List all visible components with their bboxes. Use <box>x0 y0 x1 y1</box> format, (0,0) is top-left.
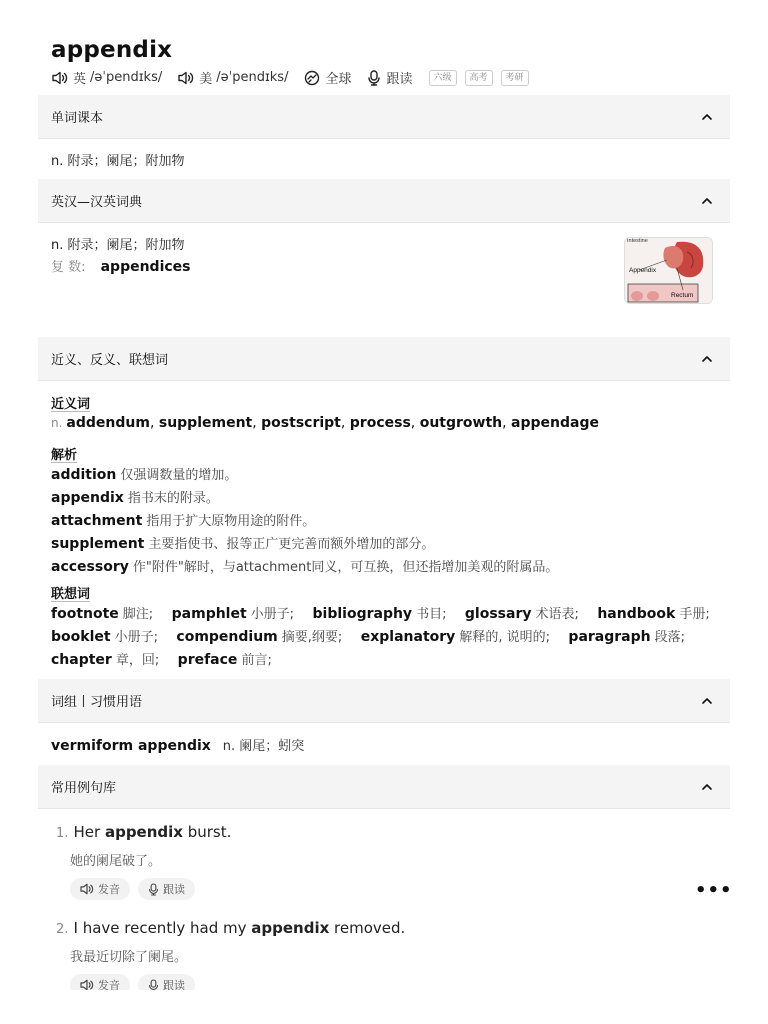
follow-read-button[interactable] <box>138 878 195 900</box>
phonetic-us[interactable] <box>178 68 288 87</box>
pronounce-label: 发音 <box>98 979 120 990</box>
phrase-text[interactable]: vermiform appendix <box>51 738 211 754</box>
analysis-item <box>51 487 558 510</box>
section-header-examples[interactable] <box>38 765 730 809</box>
section-title: 英汉—汉英词典 <box>51 195 143 210</box>
association-meaning: 解释的, 说明的; <box>459 630 550 645</box>
association-row <box>51 626 724 649</box>
phonetics-row <box>52 68 537 87</box>
association-meaning: 章，回; <box>115 653 160 668</box>
association-word[interactable]: explanatory <box>360 629 456 645</box>
section-header-dictionary[interactable] <box>38 179 730 223</box>
dictionary-definition: n. 附录；阑尾；附加物 <box>51 238 185 253</box>
section-header-related[interactable] <box>38 337 730 381</box>
pronounce-label: 发音 <box>98 883 120 896</box>
speaker-icon <box>178 71 194 85</box>
association-word[interactable]: bibliography <box>312 606 413 622</box>
synonym-link[interactable]: outgrowth <box>419 415 503 431</box>
speaker-icon <box>52 71 68 85</box>
association-word[interactable]: paragraph <box>568 629 651 645</box>
association-word[interactable]: glossary <box>464 606 532 622</box>
association-word[interactable]: preface <box>177 652 238 668</box>
pronounce-button[interactable] <box>70 878 130 900</box>
association-meaning: 手册; <box>679 607 710 622</box>
phrase-item <box>51 735 304 754</box>
phonetic-region: 美 <box>199 72 213 87</box>
association-meaning: 前言; <box>241 653 272 668</box>
synonym-link[interactable]: process <box>349 415 411 431</box>
association-meaning: 术语表; <box>535 607 579 622</box>
association-word[interactable]: booklet <box>51 629 111 645</box>
exam-tag: 考研 <box>501 70 529 86</box>
sentence-keyword: appendix <box>251 919 330 937</box>
example-translation: 她的阑尾破了。 <box>70 854 162 869</box>
association-meaning: 摘要,纲要; <box>281 630 343 645</box>
section-header-textbook[interactable] <box>38 95 730 139</box>
association-word[interactable]: pamphlet <box>171 606 247 622</box>
analysis-meaning: 指用于扩大原物用途的附件。 <box>146 514 316 529</box>
association-meaning: 脚注; <box>122 607 154 622</box>
section-title: 词组丨习惯用语 <box>51 695 143 710</box>
chevron-up-icon <box>700 780 714 794</box>
follow-label: 跟读 <box>386 72 413 87</box>
association-word[interactable]: handbook <box>597 606 676 622</box>
section-title: 常用例句库 <box>51 781 117 796</box>
chevron-up-icon <box>700 694 714 708</box>
association-list <box>51 603 724 672</box>
section-title: 近义、反义、联想词 <box>51 353 169 368</box>
word-title: appendix <box>51 37 173 63</box>
chevron-up-icon <box>700 110 714 124</box>
association-meaning: 小册子; <box>250 607 295 622</box>
chevron-up-icon <box>700 194 714 208</box>
microphone-icon <box>148 979 159 991</box>
synonym-link[interactable]: supplement <box>158 415 253 431</box>
microphone-icon <box>148 883 159 896</box>
association-word[interactable]: footnote <box>51 606 119 622</box>
phrase-meaning: n. 阑尾；蚓突 <box>222 739 305 754</box>
example-translation: 我最近切除了阑尾。 <box>70 950 188 965</box>
more-options-icon[interactable]: ••• <box>695 880 733 901</box>
section-header-phrases[interactable] <box>38 679 730 723</box>
image-label: Intestine <box>627 238 648 244</box>
analysis-list <box>51 464 558 579</box>
synonyms-line: n. addendum, supplement, postscript, process, outgrowth, appendage <box>51 415 599 431</box>
microphone-icon <box>367 70 381 86</box>
example-item <box>56 918 405 937</box>
association-meaning: 书目; <box>416 607 447 622</box>
phonetic-uk[interactable] <box>52 68 162 87</box>
speaker-icon <box>80 979 94 990</box>
analysis-word[interactable]: appendix <box>51 490 124 506</box>
image-label: Rectum <box>671 292 694 299</box>
speaker-icon <box>80 883 94 895</box>
analysis-meaning: 作"附件"解时，与attachment同义，可互换，但还指增加美观的附属品。 <box>132 560 559 575</box>
example-item <box>56 822 231 841</box>
phonetic-region: 英 <box>73 72 87 87</box>
phonetic-ipa: /əˈpendɪks/ <box>90 70 163 85</box>
anatomy-image[interactable] <box>624 237 713 304</box>
analysis-item <box>51 556 558 579</box>
follow-read-button[interactable] <box>367 68 412 87</box>
analysis-meaning: 仅强调数量的增加。 <box>120 468 238 483</box>
chevron-up-icon <box>700 352 714 366</box>
association-heading: 联想词 <box>51 587 91 602</box>
part-of-speech: n. <box>51 416 63 430</box>
exam-tag: 六级 <box>429 70 457 86</box>
association-row <box>51 603 724 626</box>
global-label: 全球 <box>325 72 352 87</box>
synonym-link[interactable]: postscript <box>261 415 341 431</box>
pronounce-button[interactable] <box>70 974 130 990</box>
analysis-meaning: 主要指使书、报等正广更完善而额外增加的部分。 <box>148 537 435 552</box>
example-number: 1. <box>56 826 69 841</box>
sentence-part: Her <box>73 823 105 841</box>
sentence-keyword: appendix <box>104 823 183 841</box>
sentence-part: removed. <box>329 919 406 937</box>
plural-row <box>51 256 191 275</box>
analysis-word[interactable]: supplement <box>51 536 145 552</box>
plural-word: appendices <box>100 259 191 275</box>
globe-icon <box>304 70 320 86</box>
follow-read-button[interactable] <box>138 974 195 990</box>
example-sentence <box>74 823 232 841</box>
section-title: 单词课本 <box>51 111 104 126</box>
synonyms-heading: 近义词 <box>51 397 91 412</box>
association-word[interactable]: compendium <box>176 629 278 645</box>
analysis-item <box>51 533 558 556</box>
example-actions <box>70 878 203 900</box>
word-header <box>51 37 172 63</box>
analysis-word[interactable]: accessory <box>51 559 129 575</box>
example-actions <box>70 974 203 990</box>
synonym-link[interactable]: appendage <box>511 415 599 431</box>
analysis-word[interactable]: addition <box>51 467 117 483</box>
example-number: 2. <box>56 922 69 937</box>
plural-label: 复 数: <box>51 260 86 275</box>
sentence-part: burst. <box>182 823 232 841</box>
appendix-illustration <box>625 238 712 303</box>
example-sentence <box>74 919 406 937</box>
image-label: Appendix <box>629 267 657 274</box>
follow-label: 跟读 <box>163 883 185 896</box>
analysis-item <box>51 510 558 533</box>
sentence-part: I have recently had my <box>73 919 252 937</box>
analysis-item <box>51 464 558 487</box>
phonetic-ipa: /əˈpendɪks/ <box>216 70 289 85</box>
analysis-meaning: 指书末的附录。 <box>127 491 219 506</box>
association-word[interactable]: chapter <box>51 652 112 668</box>
global-pronunciation-button[interactable] <box>304 68 351 87</box>
association-meaning: 小册子; <box>114 630 158 645</box>
synonym-link[interactable]: addendum <box>66 415 150 431</box>
textbook-definition: n. 附录；阑尾；附加物 <box>51 154 185 169</box>
analysis-heading: 解析 <box>51 448 78 463</box>
association-meaning: 段落; <box>654 630 685 645</box>
analysis-word[interactable]: attachment <box>51 513 143 529</box>
association-row <box>51 649 724 672</box>
exam-tag: 高考 <box>465 70 493 86</box>
follow-label: 跟读 <box>163 979 185 990</box>
